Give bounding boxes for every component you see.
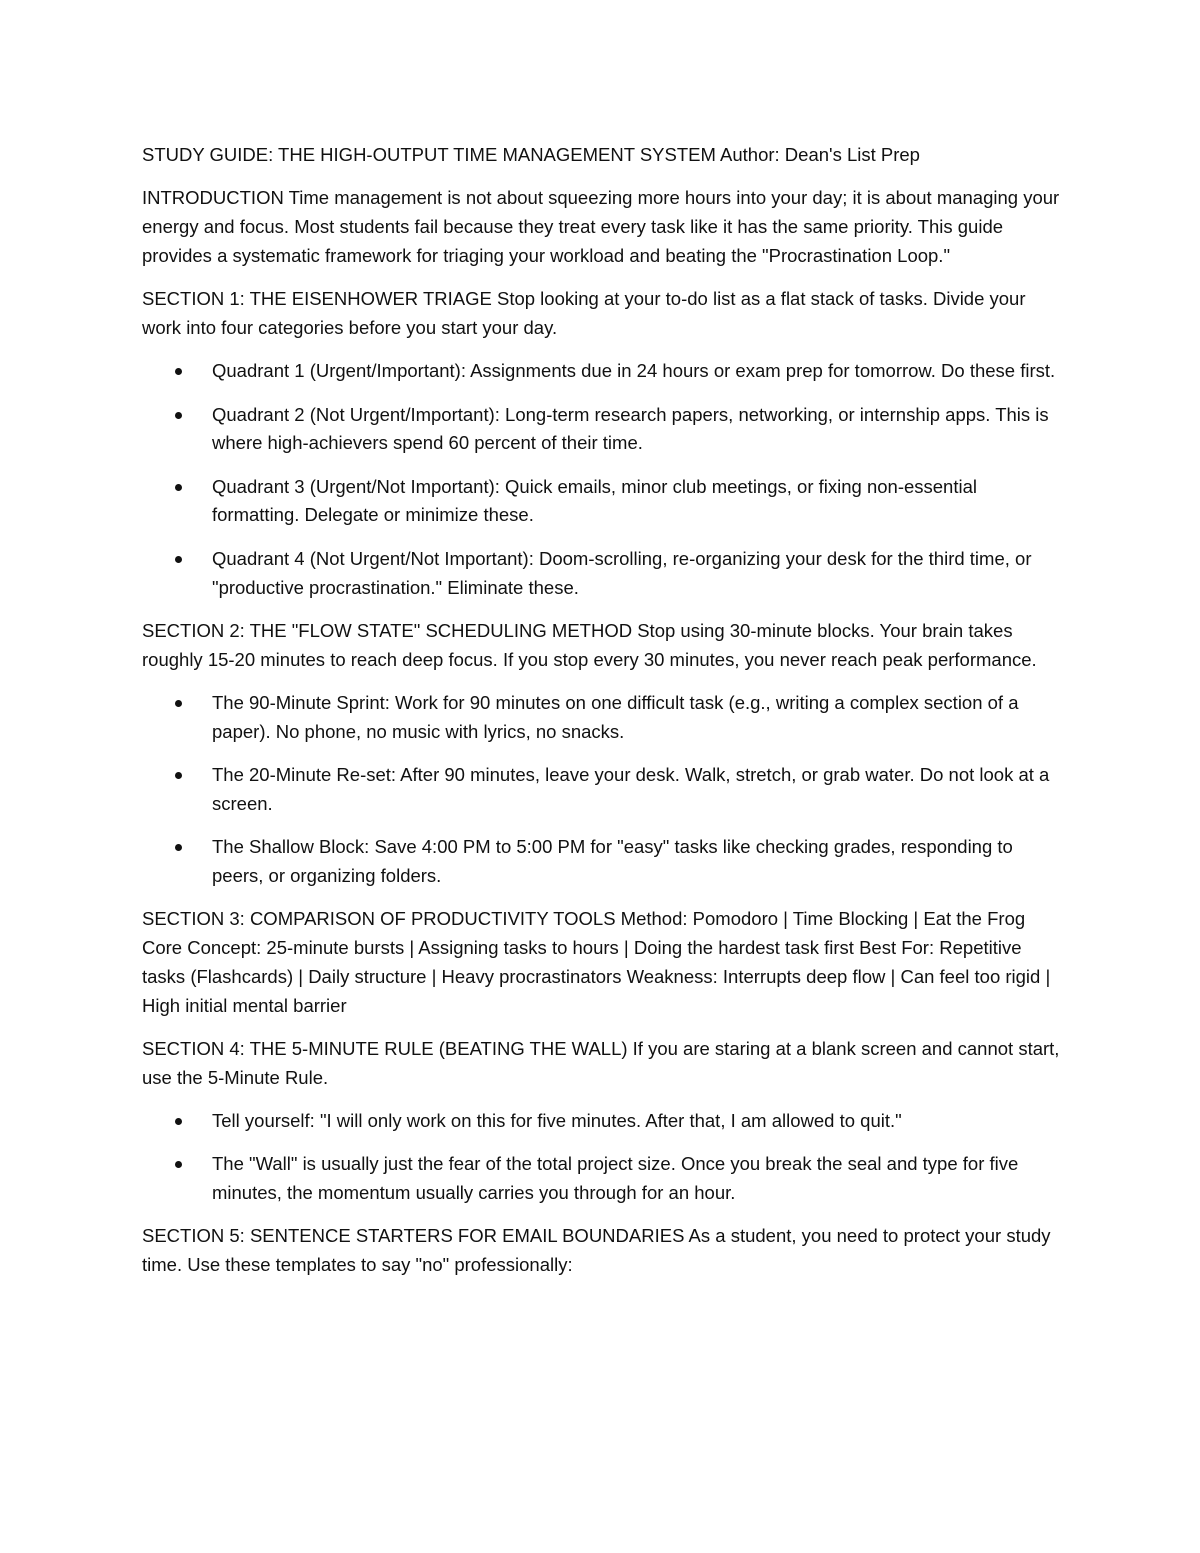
bullet-icon: [175, 844, 182, 851]
section-4-list: [142, 1107, 1062, 1208]
bullet-icon: [175, 700, 182, 707]
bullet-icon: [175, 556, 182, 563]
list-item: [142, 1107, 1062, 1136]
list-item-text: The Shallow Block: Save 4:00 PM to 5:00 PM for "easy" tasks like checking grades, responding to peers, or organizing folders.: [212, 836, 1013, 886]
document-page: [142, 141, 1062, 1295]
list-item-text: Quadrant 3 (Urgent/Not Important): Quick emails, minor club meetings, or fixing non-essential formatting. Delegate or minimize these.: [212, 475, 977, 526]
list-item: [142, 761, 1062, 819]
list-item: [142, 689, 1062, 747]
bullet-icon: [175, 368, 182, 375]
bullet-icon: [175, 484, 182, 491]
list-item-text: Quadrant 1 (Urgent/Important): Assignments due in 24 hours or exam prep for tomorrow. Do these first.: [212, 360, 1056, 382]
list-item: [142, 357, 1062, 386]
list-item-text: The "Wall" is usually just the fear of the total project size. Once you break the seal and type for five minutes, the momentum usually carries you through for an hour.: [212, 1153, 1019, 1204]
list-item-text: The 20-Minute Re-set: After 90 minutes, leave your desk. Walk, stretch, or grab water. Do not look at a screen.: [212, 764, 1050, 814]
list-item-text: Quadrant 4 (Not Urgent/Not Important): Doom-scrolling, re-organizing your desk for the third time, or "productive procrastination." Eliminate these.: [212, 547, 1032, 598]
section-3-paragraph: SECTION 3: COMPARISON OF PRODUCTIVITY TOOLS Method: Pomodoro | Time Blocking | Eat the Frog Core Concept: 25-minute bursts | Assigning tasks to hours | Doing the hardest task first Best For: Repetitive tasks (Flashcards) | Daily structure | Heavy procrastinators Weakness: Interrupts deep flow | Can feel too rigid | High initial mental barrier: [142, 908, 1051, 1016]
list-item: [142, 1150, 1062, 1208]
section-5-paragraph: SECTION 5: SENTENCE STARTERS FOR EMAIL BOUNDARIES As a student, you need to protect your study time. Use these templates to say "no" professionally:: [142, 1225, 1051, 1276]
introduction-paragraph: INTRODUCTION Time management is not about squeezing more hours into your day; it is about managing your energy and focus. Most students fail because they treat every task like it has the same priority. This guide provides a systematic framework for triaging your workload and beating the "Procrastination Loop.": [142, 187, 1060, 266]
section-2-list: [142, 689, 1062, 891]
section-1-paragraph: SECTION 1: THE EISENHOWER TRIAGE Stop looking at your to-do list as a flat stack of tasks. Divide your work into four categories before you start your day.: [142, 288, 1026, 338]
list-item-text: Quadrant 2 (Not Urgent/Important): Long-term research papers, networking, or internship apps. This is where high-achievers spend 60 percent of their time.: [212, 403, 1049, 454]
bullet-icon: [175, 412, 182, 419]
list-item: [142, 401, 1062, 459]
section-4-paragraph: SECTION 4: THE 5-MINUTE RULE (BEATING THE WALL) If you are staring at a blank screen and cannot start, use the 5-Minute Rule.: [142, 1037, 1060, 1088]
bullet-icon: [175, 1118, 182, 1125]
section-2-paragraph: SECTION 2: THE "FLOW STATE" SCHEDULING METHOD Stop using 30-minute blocks. Your brain takes roughly 15-20 minutes to reach deep focus. If you stop every 30 minutes, you never reach peak performance.: [142, 619, 1037, 670]
list-item: [142, 833, 1062, 891]
section-1-list: [142, 357, 1062, 602]
bullet-icon: [175, 1161, 182, 1168]
list-item: [142, 545, 1062, 603]
bullet-icon: [175, 772, 182, 779]
list-item-text: Tell yourself: "I will only work on this for five minutes. After that, I am allowed to quit.": [212, 1110, 902, 1132]
document-header: STUDY GUIDE: THE HIGH-OUTPUT TIME MANAGEMENT SYSTEM Author: Dean's List Prep: [142, 144, 920, 165]
list-item: [142, 473, 1062, 531]
list-item-text: The 90-Minute Sprint: Work for 90 minutes on one difficult task (e.g., writing a complex section of a paper). No phone, no music with lyrics, no snacks.: [212, 691, 1019, 742]
